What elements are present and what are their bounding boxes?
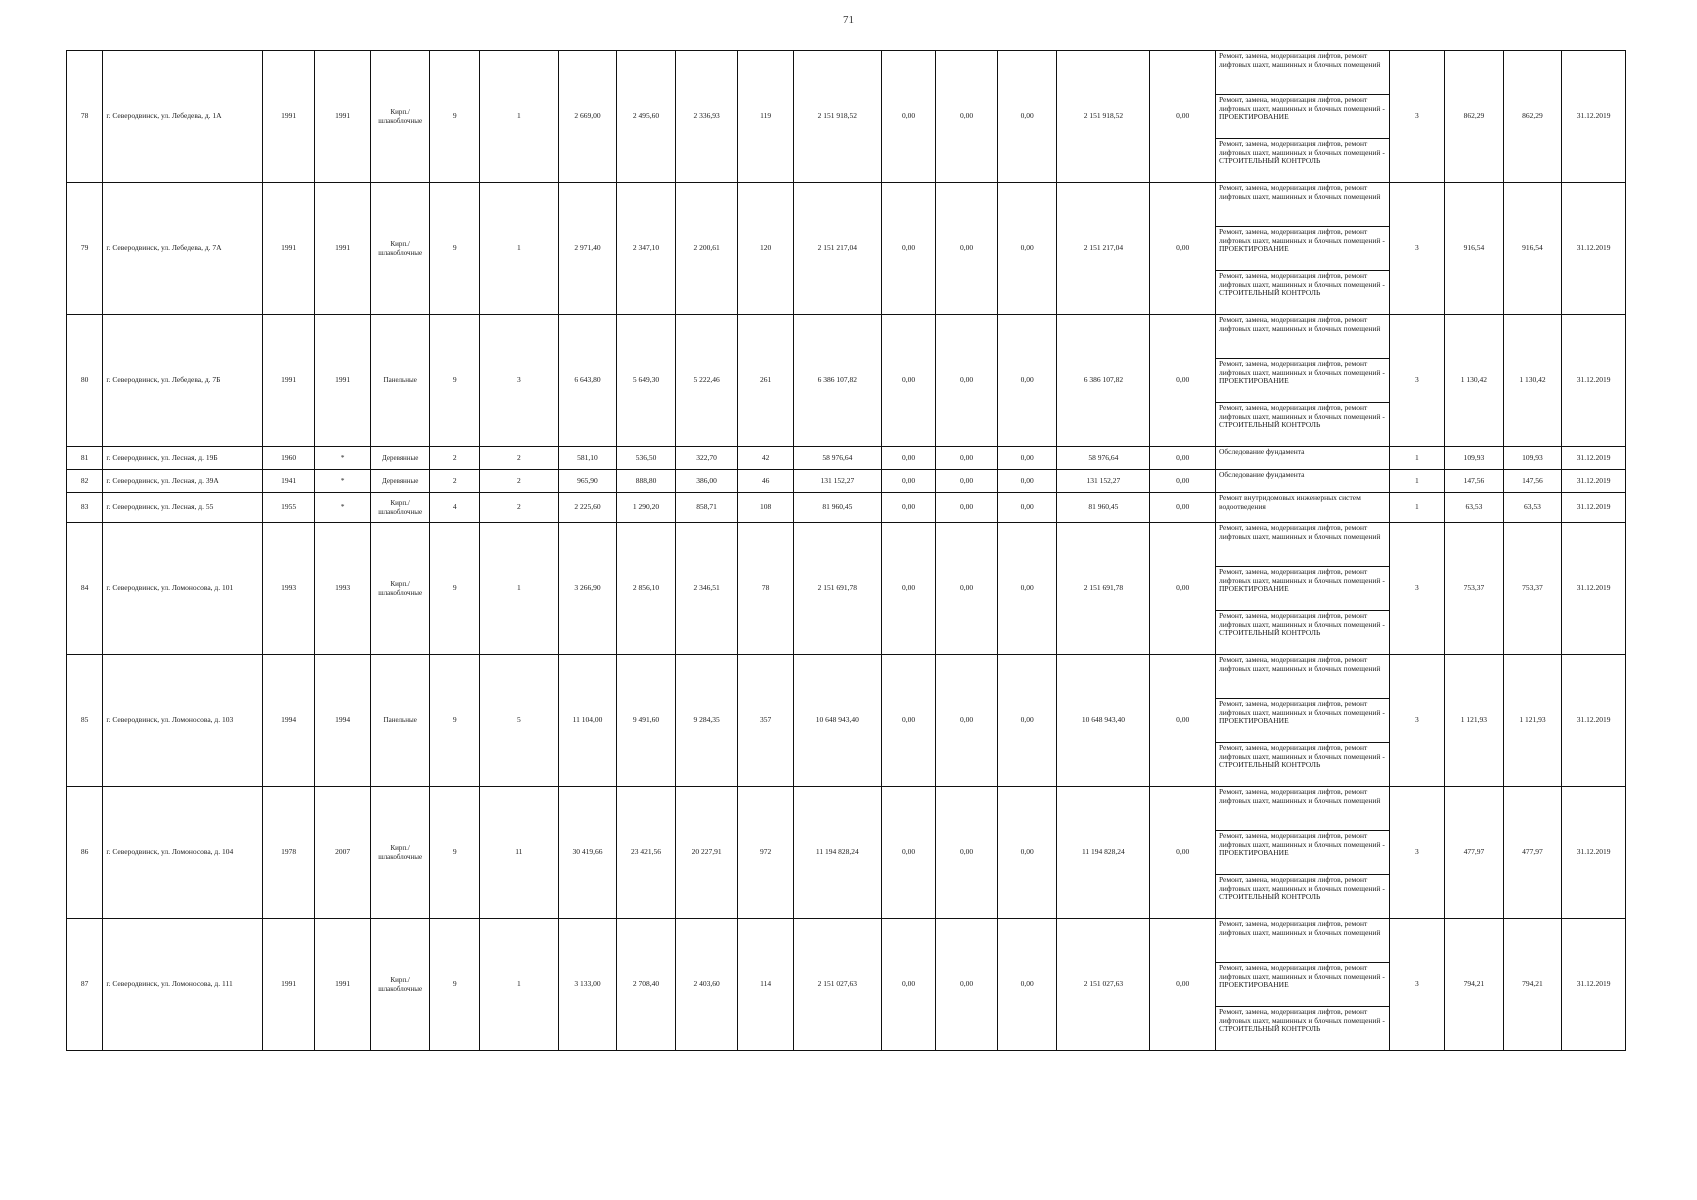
- floors: 4: [430, 493, 479, 523]
- fund-other: 0,00: [1150, 493, 1216, 523]
- fund-local: 0,00: [997, 51, 1057, 183]
- fund-other: 0,00: [1150, 183, 1216, 315]
- total-area: 11 104,00: [558, 655, 617, 787]
- wall-material: Деревянные: [370, 447, 430, 470]
- deadline: 31.12.2019: [1562, 470, 1626, 493]
- fund-federal: 0,00: [881, 919, 936, 1051]
- fund-regional: 0,00: [936, 183, 998, 315]
- cost-total: 11 194 828,24: [793, 787, 881, 919]
- work-count: 3: [1389, 919, 1445, 1051]
- work-type: Ремонт, замена, модернизация лифтов, ремонт лифтовых шахт, машинных и блочных помещений: [1215, 523, 1389, 567]
- entrances: 1: [479, 183, 558, 315]
- residents: 119: [738, 51, 794, 183]
- fund-other: 0,00: [1150, 447, 1216, 470]
- residents: 42: [738, 447, 794, 470]
- fund-regional: 0,00: [936, 655, 998, 787]
- fund-other: 0,00: [1150, 655, 1216, 787]
- deadline: 31.12.2019: [1562, 655, 1626, 787]
- year-built: 1955: [262, 493, 315, 523]
- year-built: 1993: [262, 523, 315, 655]
- fund-regional: 0,00: [936, 447, 998, 470]
- unit-cost: 1 130,42: [1445, 315, 1504, 447]
- fund-regional: 0,00: [936, 315, 998, 447]
- area-premises: 5 649,30: [617, 315, 676, 447]
- floors: 9: [430, 315, 479, 447]
- work-type: Обследование фундамента: [1215, 470, 1389, 493]
- total-area: 6 643,80: [558, 315, 617, 447]
- limit-cost: 862,29: [1503, 51, 1562, 183]
- limit-cost: 477,97: [1503, 787, 1562, 919]
- fund-regional: 0,00: [936, 919, 998, 1051]
- year-overhaul: 1991: [315, 51, 371, 183]
- table-row: [67, 787, 1626, 831]
- fund-local: 0,00: [997, 183, 1057, 315]
- limit-cost: 1 130,42: [1503, 315, 1562, 447]
- year-built: 1991: [262, 919, 315, 1051]
- year-built: 1991: [262, 183, 315, 315]
- limit-cost: 63,53: [1503, 493, 1562, 523]
- work-type: Ремонт, замена, модернизация лифтов, ремонт лифтовых шахт, машинных и блочных помещений - ПРОЕКТИРОВАНИЕ: [1215, 227, 1389, 271]
- year-overhaul: 2007: [315, 787, 371, 919]
- table-row: [67, 183, 1626, 227]
- row-number: 87: [67, 919, 103, 1051]
- area-premises: 2 708,40: [617, 919, 676, 1051]
- unit-cost: 109,93: [1445, 447, 1504, 470]
- wall-material: Кирп./ шлакоблочные: [370, 919, 430, 1051]
- fund-other: 0,00: [1150, 787, 1216, 919]
- area-premises: 9 491,60: [617, 655, 676, 787]
- unit-cost: 1 121,93: [1445, 655, 1504, 787]
- address: г. Северодвинск, ул. Лесная, д. 55: [103, 493, 263, 523]
- residents: 120: [738, 183, 794, 315]
- fund-regional: 0,00: [936, 470, 998, 493]
- fund-owners: 2 151 027,63: [1057, 919, 1150, 1051]
- year-overhaul: *: [315, 470, 371, 493]
- row-number: 80: [67, 315, 103, 447]
- area-living: 386,00: [675, 470, 738, 493]
- residents: 357: [738, 655, 794, 787]
- total-area: 3 266,90: [558, 523, 617, 655]
- year-built: 1978: [262, 787, 315, 919]
- floors: 2: [430, 470, 479, 493]
- year-built: 1991: [262, 51, 315, 183]
- year-overhaul: 1993: [315, 523, 371, 655]
- work-count: 1: [1389, 470, 1445, 493]
- floors: 9: [430, 51, 479, 183]
- residents: 114: [738, 919, 794, 1051]
- cost-total: 81 960,45: [793, 493, 881, 523]
- address: г. Северодвинск, ул. Ломоносова, д. 103: [103, 655, 263, 787]
- entrances: 1: [479, 919, 558, 1051]
- limit-cost: 794,21: [1503, 919, 1562, 1051]
- fund-owners: 6 386 107,82: [1057, 315, 1150, 447]
- work-type: Ремонт, замена, модернизация лифтов, ремонт лифтовых шахт, машинных и блочных помещений - ПРОЕКТИРОВАНИЕ: [1215, 359, 1389, 403]
- residents: 46: [738, 470, 794, 493]
- work-type: Ремонт, замена, модернизация лифтов, ремонт лифтовых шахт, машинных и блочных помещений - ПРОЕКТИРОВАНИЕ: [1215, 699, 1389, 743]
- year-overhaul: 1991: [315, 919, 371, 1051]
- fund-federal: 0,00: [881, 447, 936, 470]
- work-type: Ремонт, замена, модернизация лифтов, ремонт лифтовых шахт, машинных и блочных помещений: [1215, 787, 1389, 831]
- work-type: Ремонт, замена, модернизация лифтов, ремонт лифтовых шахт, машинных и блочных помещений: [1215, 183, 1389, 227]
- fund-local: 0,00: [997, 493, 1057, 523]
- work-count: 1: [1389, 447, 1445, 470]
- unit-cost: 147,56: [1445, 470, 1504, 493]
- row-number: 86: [67, 787, 103, 919]
- year-built: 1960: [262, 447, 315, 470]
- floors: 9: [430, 787, 479, 919]
- unit-cost: 794,21: [1445, 919, 1504, 1051]
- floors: 2: [430, 447, 479, 470]
- deadline: 31.12.2019: [1562, 493, 1626, 523]
- work-type: Ремонт, замена, модернизация лифтов, ремонт лифтовых шахт, машинных и блочных помещений - СТРОИТЕЛЬНЫЙ КОНТРОЛЬ: [1215, 271, 1389, 315]
- table-row: [67, 51, 1626, 95]
- limit-cost: 1 121,93: [1503, 655, 1562, 787]
- deadline: 31.12.2019: [1562, 919, 1626, 1051]
- cost-total: 2 151 217,04: [793, 183, 881, 315]
- table-row: [67, 470, 1626, 493]
- entrances: 1: [479, 51, 558, 183]
- page-number: 71: [843, 14, 854, 26]
- address: г. Северодвинск, ул. Лесная, д. 19Б: [103, 447, 263, 470]
- row-number: 84: [67, 523, 103, 655]
- work-count: 3: [1389, 315, 1445, 447]
- residents: 108: [738, 493, 794, 523]
- work-type: Ремонт, замена, модернизация лифтов, ремонт лифтовых шахт, машинных и блочных помещений: [1215, 919, 1389, 963]
- work-type: Ремонт, замена, модернизация лифтов, ремонт лифтовых шахт, машинных и блочных помещений - СТРОИТЕЛЬНЫЙ КОНТРОЛЬ: [1215, 403, 1389, 447]
- work-count: 3: [1389, 183, 1445, 315]
- total-area: 581,10: [558, 447, 617, 470]
- address: г. Северодвинск, ул. Лесная, д. 39А: [103, 470, 263, 493]
- work-type: Ремонт, замена, модернизация лифтов, ремонт лифтовых шахт, машинных и блочных помещений: [1215, 655, 1389, 699]
- area-living: 20 227,91: [675, 787, 738, 919]
- row-number: 81: [67, 447, 103, 470]
- fund-local: 0,00: [997, 787, 1057, 919]
- total-area: 2 225,60: [558, 493, 617, 523]
- year-overhaul: 1994: [315, 655, 371, 787]
- unit-cost: 916,54: [1445, 183, 1504, 315]
- fund-owners: 2 151 217,04: [1057, 183, 1150, 315]
- row-number: 79: [67, 183, 103, 315]
- work-count: 1: [1389, 493, 1445, 523]
- area-living: 2 403,60: [675, 919, 738, 1051]
- area-premises: 2 495,60: [617, 51, 676, 183]
- work-type: Ремонт, замена, модернизация лифтов, ремонт лифтовых шахт, машинных и блочных помещений: [1215, 315, 1389, 359]
- fund-owners: 58 976,64: [1057, 447, 1150, 470]
- floors: 9: [430, 183, 479, 315]
- fund-other: 0,00: [1150, 470, 1216, 493]
- fund-regional: 0,00: [936, 51, 998, 183]
- area-premises: 1 290,20: [617, 493, 676, 523]
- unit-cost: 477,97: [1445, 787, 1504, 919]
- fund-federal: 0,00: [881, 183, 936, 315]
- cost-total: 6 386 107,82: [793, 315, 881, 447]
- work-type: Ремонт, замена, модернизация лифтов, ремонт лифтовых шахт, машинных и блочных помещений - ПРОЕКТИРОВАНИЕ: [1215, 831, 1389, 875]
- total-area: 3 133,00: [558, 919, 617, 1051]
- fund-owners: 11 194 828,24: [1057, 787, 1150, 919]
- work-type: Ремонт, замена, модернизация лифтов, ремонт лифтовых шахт, машинных и блочных помещений - СТРОИТЕЛЬНЫЙ КОНТРОЛЬ: [1215, 611, 1389, 655]
- entrances: 3: [479, 315, 558, 447]
- area-living: 2 346,51: [675, 523, 738, 655]
- work-type: Ремонт внутридомовых инженерных систем водоотведения: [1215, 493, 1389, 523]
- fund-regional: 0,00: [936, 493, 998, 523]
- work-type: Ремонт, замена, модернизация лифтов, ремонт лифтовых шахт, машинных и блочных помещений: [1215, 51, 1389, 95]
- table-row: [67, 493, 1626, 523]
- total-area: 2 669,00: [558, 51, 617, 183]
- deadline: 31.12.2019: [1562, 523, 1626, 655]
- row-number: 83: [67, 493, 103, 523]
- year-overhaul: 1991: [315, 183, 371, 315]
- floors: 9: [430, 523, 479, 655]
- work-type: Ремонт, замена, модернизация лифтов, ремонт лифтовых шахт, машинных и блочных помещений - СТРОИТЕЛЬНЫЙ КОНТРОЛЬ: [1215, 1007, 1389, 1051]
- fund-owners: 131 152,27: [1057, 470, 1150, 493]
- entrances: 2: [479, 493, 558, 523]
- floors: 9: [430, 919, 479, 1051]
- fund-owners: 2 151 918,52: [1057, 51, 1150, 183]
- work-count: 3: [1389, 523, 1445, 655]
- deadline: 31.12.2019: [1562, 51, 1626, 183]
- year-built: 1941: [262, 470, 315, 493]
- year-built: 1991: [262, 315, 315, 447]
- fund-local: 0,00: [997, 523, 1057, 655]
- fund-federal: 0,00: [881, 470, 936, 493]
- area-premises: 2 856,10: [617, 523, 676, 655]
- year-overhaul: 1991: [315, 315, 371, 447]
- fund-owners: 81 960,45: [1057, 493, 1150, 523]
- limit-cost: 109,93: [1503, 447, 1562, 470]
- work-type: Ремонт, замена, модернизация лифтов, ремонт лифтовых шахт, машинных и блочных помещений - СТРОИТЕЛЬНЫЙ КОНТРОЛЬ: [1215, 875, 1389, 919]
- fund-federal: 0,00: [881, 493, 936, 523]
- residents: 78: [738, 523, 794, 655]
- deadline: 31.12.2019: [1562, 787, 1626, 919]
- entrances: 2: [479, 447, 558, 470]
- address: г. Северодвинск, ул. Ломоносова, д. 111: [103, 919, 263, 1051]
- deadline: 31.12.2019: [1562, 183, 1626, 315]
- area-living: 322,70: [675, 447, 738, 470]
- fund-local: 0,00: [997, 315, 1057, 447]
- entrances: 5: [479, 655, 558, 787]
- cost-total: 2 151 027,63: [793, 919, 881, 1051]
- overhaul-register-table: [66, 50, 1626, 1051]
- year-overhaul: *: [315, 493, 371, 523]
- year-overhaul: *: [315, 447, 371, 470]
- residents: 972: [738, 787, 794, 919]
- entrances: 11: [479, 787, 558, 919]
- fund-federal: 0,00: [881, 51, 936, 183]
- row-number: 82: [67, 470, 103, 493]
- fund-local: 0,00: [997, 470, 1057, 493]
- entrances: 1: [479, 523, 558, 655]
- area-premises: 888,80: [617, 470, 676, 493]
- wall-material: Кирп./ шлакоблочные: [370, 183, 430, 315]
- entrances: 2: [479, 470, 558, 493]
- residents: 261: [738, 315, 794, 447]
- floors: 9: [430, 655, 479, 787]
- wall-material: Кирп./ шлакоблочные: [370, 493, 430, 523]
- address: г. Северодвинск, ул. Лебедева, д. 1А: [103, 51, 263, 183]
- wall-material: Панельные: [370, 655, 430, 787]
- fund-federal: 0,00: [881, 315, 936, 447]
- wall-material: Кирп./ шлакоблочные: [370, 523, 430, 655]
- address: г. Северодвинск, ул. Лебедева, д. 7А: [103, 183, 263, 315]
- fund-local: 0,00: [997, 447, 1057, 470]
- fund-regional: 0,00: [936, 787, 998, 919]
- work-count: 3: [1389, 787, 1445, 919]
- year-built: 1994: [262, 655, 315, 787]
- unit-cost: 753,37: [1445, 523, 1504, 655]
- work-count: 3: [1389, 51, 1445, 183]
- area-living: 2 200,61: [675, 183, 738, 315]
- fund-local: 0,00: [997, 919, 1057, 1051]
- work-type: Ремонт, замена, модернизация лифтов, ремонт лифтовых шахт, машинных и блочных помещений - ПРОЕКТИРОВАНИЕ: [1215, 95, 1389, 139]
- cost-total: 2 151 691,78: [793, 523, 881, 655]
- total-area: 2 971,40: [558, 183, 617, 315]
- work-type: Обследование фундамента: [1215, 447, 1389, 470]
- deadline: 31.12.2019: [1562, 447, 1626, 470]
- row-number: 85: [67, 655, 103, 787]
- area-living: 2 336,93: [675, 51, 738, 183]
- unit-cost: 63,53: [1445, 493, 1504, 523]
- table-body: [67, 51, 1626, 1051]
- limit-cost: 753,37: [1503, 523, 1562, 655]
- area-premises: 2 347,10: [617, 183, 676, 315]
- area-living: 9 284,35: [675, 655, 738, 787]
- total-area: 965,90: [558, 470, 617, 493]
- limit-cost: 916,54: [1503, 183, 1562, 315]
- wall-material: Деревянные: [370, 470, 430, 493]
- area-living: 858,71: [675, 493, 738, 523]
- area-premises: 536,50: [617, 447, 676, 470]
- table-row: [67, 523, 1626, 567]
- cost-total: 2 151 918,52: [793, 51, 881, 183]
- cost-total: 10 648 943,40: [793, 655, 881, 787]
- cost-total: 58 976,64: [793, 447, 881, 470]
- work-count: 3: [1389, 655, 1445, 787]
- limit-cost: 147,56: [1503, 470, 1562, 493]
- fund-federal: 0,00: [881, 787, 936, 919]
- cost-total: 131 152,27: [793, 470, 881, 493]
- address: г. Северодвинск, ул. Лебедева, д. 7Б: [103, 315, 263, 447]
- fund-other: 0,00: [1150, 315, 1216, 447]
- area-premises: 23 421,56: [617, 787, 676, 919]
- table-row: [67, 919, 1626, 963]
- fund-owners: 10 648 943,40: [1057, 655, 1150, 787]
- wall-material: Кирп./ шлакоблочные: [370, 51, 430, 183]
- fund-federal: 0,00: [881, 655, 936, 787]
- fund-local: 0,00: [997, 655, 1057, 787]
- fund-regional: 0,00: [936, 523, 998, 655]
- work-type: Ремонт, замена, модернизация лифтов, ремонт лифтовых шахт, машинных и блочных помещений - СТРОИТЕЛЬНЫЙ КОНТРОЛЬ: [1215, 743, 1389, 787]
- wall-material: Панельные: [370, 315, 430, 447]
- work-type: Ремонт, замена, модернизация лифтов, ремонт лифтовых шахт, машинных и блочных помещений - ПРОЕКТИРОВАНИЕ: [1215, 567, 1389, 611]
- table-row: [67, 315, 1626, 359]
- fund-other: 0,00: [1150, 523, 1216, 655]
- unit-cost: 862,29: [1445, 51, 1504, 183]
- work-type: Ремонт, замена, модернизация лифтов, ремонт лифтовых шахт, машинных и блочных помещений - СТРОИТЕЛЬНЫЙ КОНТРОЛЬ: [1215, 139, 1389, 183]
- address: г. Северодвинск, ул. Ломоносова, д. 101: [103, 523, 263, 655]
- deadline: 31.12.2019: [1562, 315, 1626, 447]
- work-type: Ремонт, замена, модернизация лифтов, ремонт лифтовых шахт, машинных и блочных помещений - ПРОЕКТИРОВАНИЕ: [1215, 963, 1389, 1007]
- table-row: [67, 655, 1626, 699]
- table-row: [67, 447, 1626, 470]
- fund-federal: 0,00: [881, 523, 936, 655]
- fund-other: 0,00: [1150, 919, 1216, 1051]
- total-area: 30 419,66: [558, 787, 617, 919]
- fund-owners: 2 151 691,78: [1057, 523, 1150, 655]
- address: г. Северодвинск, ул. Ломоносова, д. 104: [103, 787, 263, 919]
- area-living: 5 222,46: [675, 315, 738, 447]
- fund-other: 0,00: [1150, 51, 1216, 183]
- row-number: 78: [67, 51, 103, 183]
- wall-material: Кирп./ шлакоблочные: [370, 787, 430, 919]
